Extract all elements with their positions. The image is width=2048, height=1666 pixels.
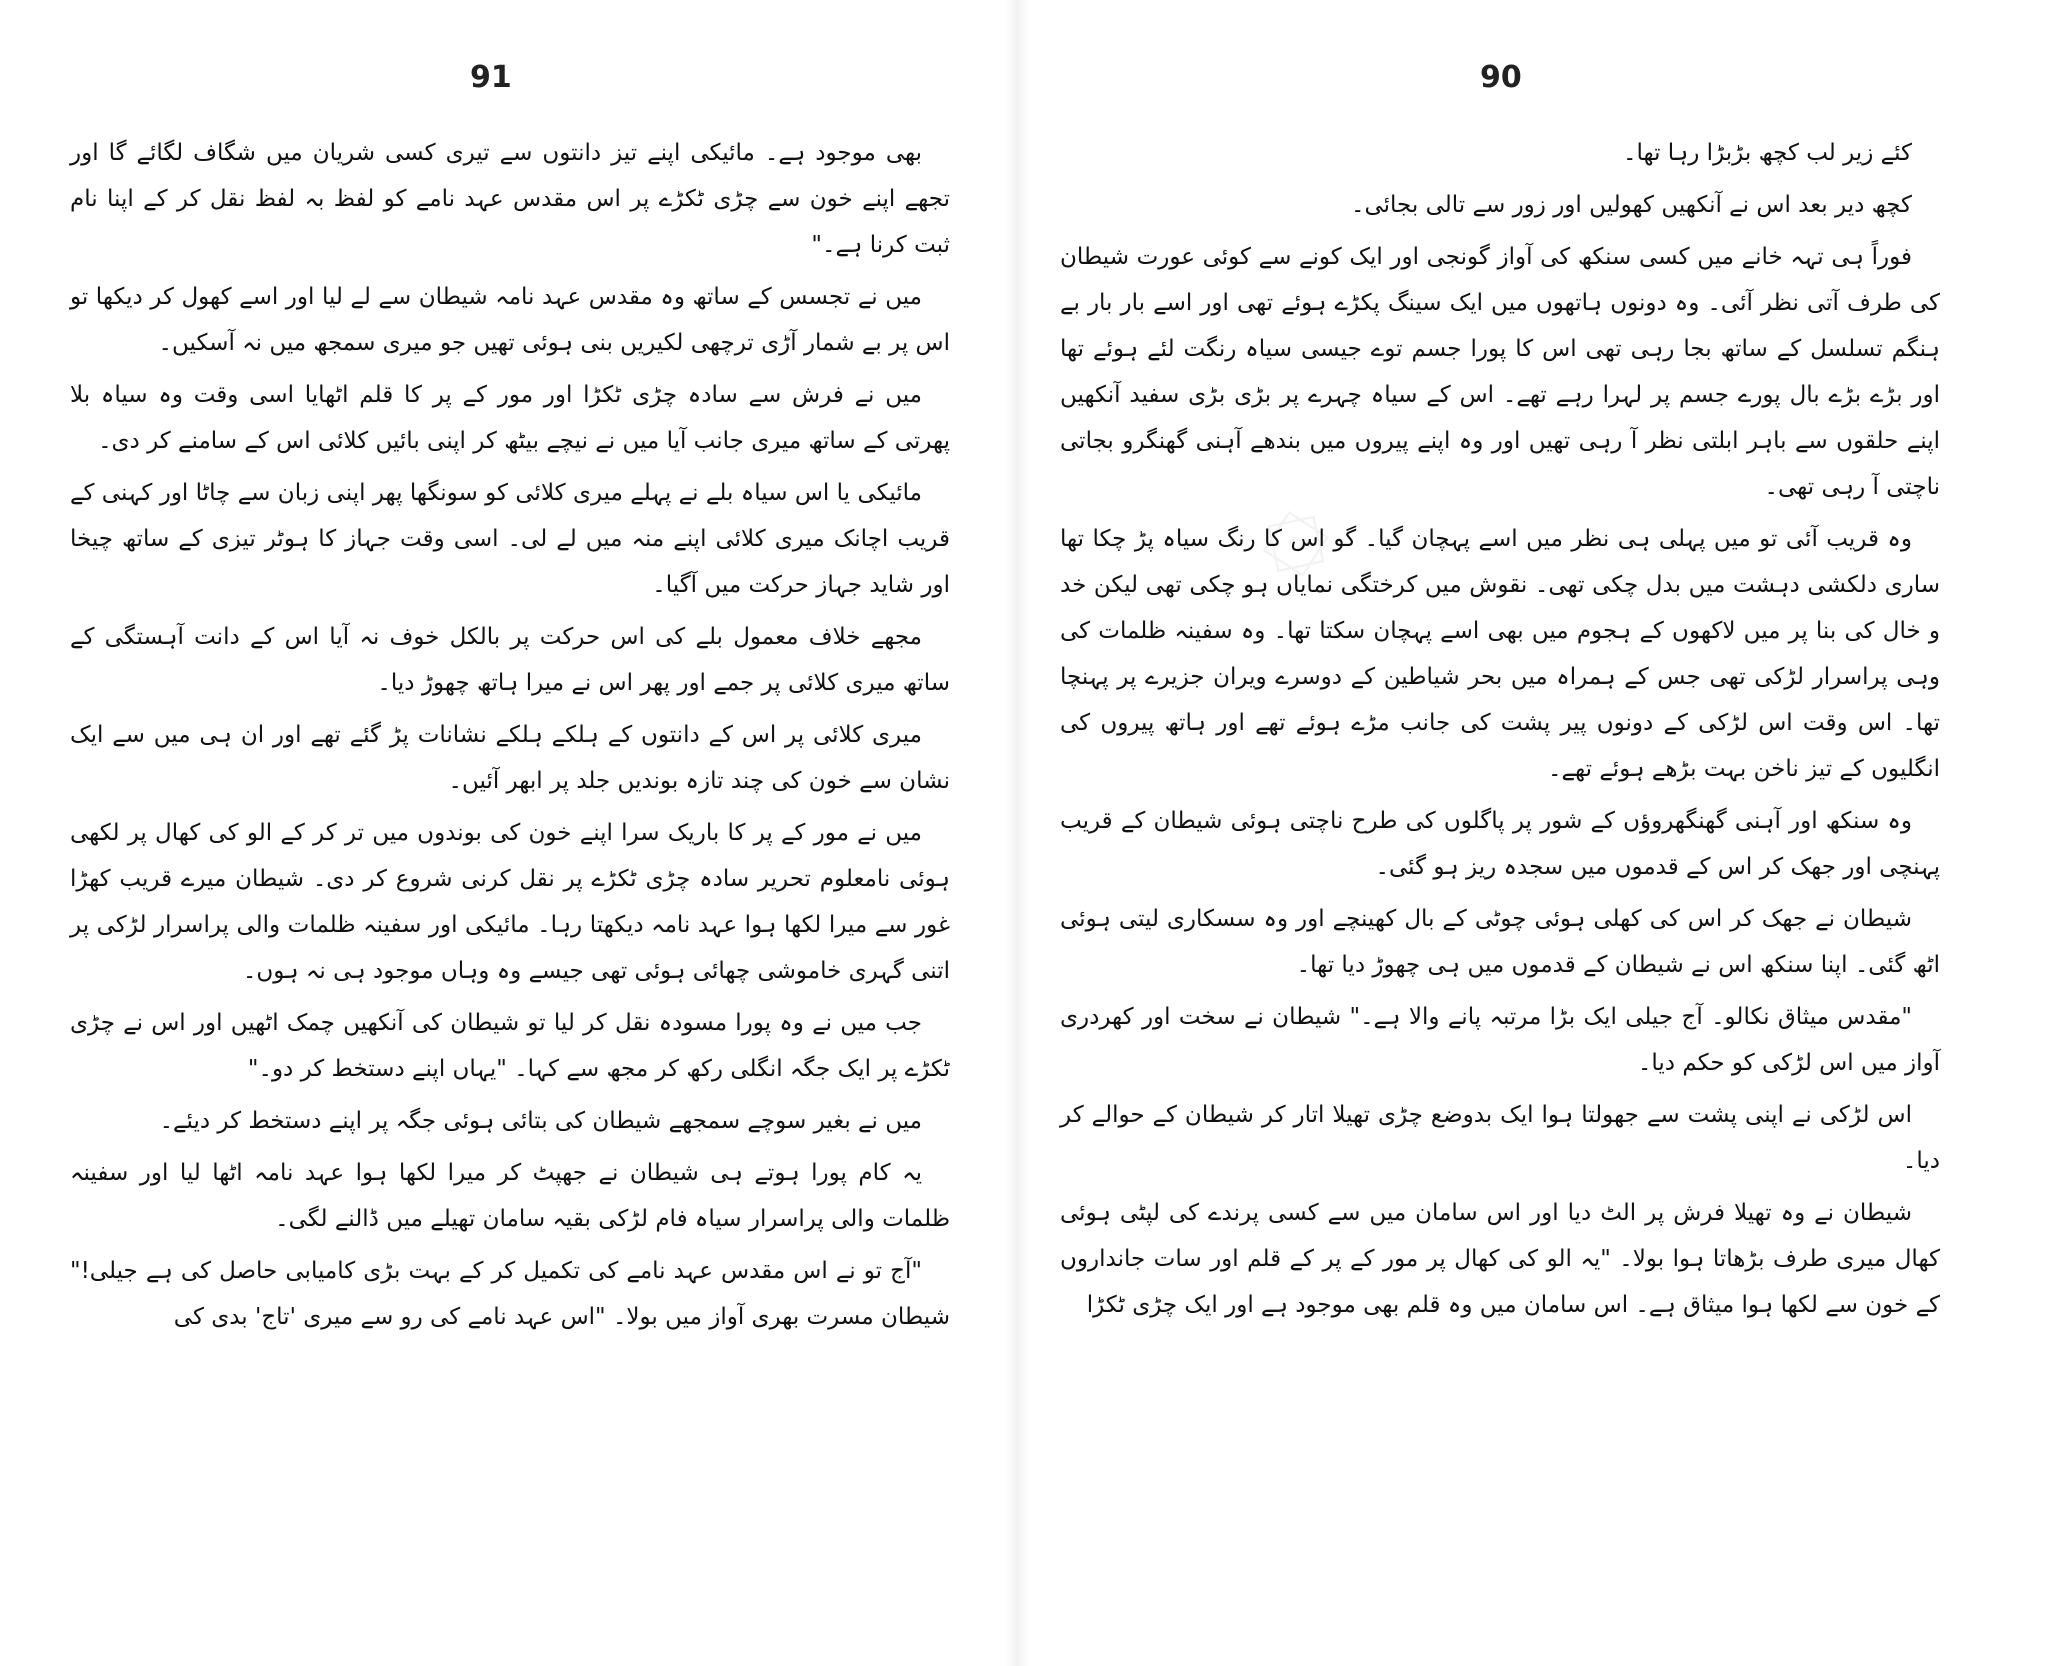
paragraph: وہ سنکھ اور آہنی گھنگھروؤں کے شور پر پاگلوں کی طرح ناچتی ہوئی شیطان کے قریب پہنچی اور جھک کر اس کے قدموں میں سجدہ ریز ہو گئی۔ — [1060, 808, 1940, 880]
paragraph: وہ قریب آئی تو میں پہلی ہی نظر میں اسے پہچان گیا۔ گو اس کا رنگ سیاہ پڑ چکا تھا ساری دلکشی دہشت میں بدل چکی تھی۔ نقوش میں کرختگی نمایاں ہو چکی تھی لیکن خد و خال کی بنا پر میں لاکھوں کے ہجوم میں بھی اسے پہچان سکتا تھا۔ وہ سفینہ ظلمات کی وہی پراسرار لڑکی تھی جس کے ہمراہ میں بحر شیاطین کے دوسرے ویران جزیرے پر پہنچا تھا۔ اس وقت اس لڑکی کے دونوں پیر پشت کی جانب مڑے ہوئے تھے اور ہاتھ پیروں کی انگلیوں کے تیز ناخن بہت بڑھے ہوئے تھے۔ — [1060, 526, 1940, 782]
paragraph: اس لڑکی نے اپنی پشت سے جھولتا ہوا ایک بدوضع چڑی تھیلا اتار کر شیطان کے حوالے کر دیا۔ — [1060, 1102, 1940, 1174]
page-number: 91 — [470, 60, 512, 95]
page-number: 90 — [1480, 60, 1522, 95]
paragraph: شیطان نے جھک کر اس کی کھلی ہوئی چوٹی کے بال کھینچے اور وہ سسکاری لیتی ہوئی اٹھ گئی۔ اپنا سنکھ اس نے شیطان کے قدموں میں ہی چھوڑ دیا تھا۔ — [1060, 906, 1940, 978]
watermark-graphic: ۞ — [1242, 448, 1341, 599]
paragraph: "آج تو نے اس مقدس عہد نامے کی تکمیل کر کے بہت بڑی کامیابی حاصل کی ہے جیلی!" شیطان مسرت بھری آواز میں بولا۔ "اس عہد نامے کی رو سے میری 'تاج' بدی کی — [70, 1258, 950, 1330]
paragraph: فوراً ہی تہہ خانے میں کسی سنکھ کی آواز گونجی اور ایک کونے سے کوئی عورت شیطان کی طرف آتی نظر آئی۔ وہ دونوں ہاتھوں میں ایک سینگ پکڑے ہوئے تھی اور اسے بار بار بے ہنگم تسلسل کے ساتھ بجا رہی تھی اس کا پورا جسم توے جیسی سیاہ رنگت لئے ہوئے تھا اور بڑے بڑے بال پورے جسم پر لہرا رہے تھے۔ اس کے سیاہ چہرے پر بڑی بڑی سفید آنکھیں اپنے حلقوں سے باہر ابلتی نظر آ رہی تھیں اور وہ اپنے پیروں میں بندھے آہنی گھنگرو بجاتی ناچتی آ رہی تھی۔ — [1060, 244, 1940, 500]
paragraph: میں نے فرش سے سادہ چڑی ٹکڑا اور مور کے پر کا قلم اٹھایا اسی وقت وہ سیاہ بلا پھرتی کے ساتھ میری جانب آیا میں نے نیچے بیٹھ کر اپنی بائیں کلائی اس کے سامنے کر دی۔ — [70, 382, 950, 454]
paragraph: بھی موجود ہے۔ مائیکی اپنے تیز دانتوں سے تیری کسی شریان میں شگاف لگائے گا اور تجھے اپنے خون سے چڑی ٹکڑے پر اس مقدس عہد نامے کو لفظ بہ لفظ نقل کر کے اپنا نام ثبت کرنا ہے۔" — [70, 140, 950, 258]
paragraph: کئے زیر لب کچھ بڑبڑا رہا تھا۔ — [1622, 140, 1912, 166]
paragraph: یہ کام پورا ہوتے ہی شیطان نے جھپٹ کر میرا لکھا ہوا عہد نامہ اٹھا لیا اور سفینہ ظلمات والی پراسرار سیاہ فام لڑکی بقیہ سامان تھیلے میں ڈالنے لگی۔ — [70, 1160, 950, 1232]
book-gutter — [1005, 0, 1029, 1666]
paragraph: شیطان نے وہ تھیلا فرش پر الٹ دیا اور اس سامان میں سے کسی پرندے کی لپٹی ہوئی کھال میری طرف بڑھاتا ہوا بولا۔ "یہ الو کی کھال پر مور کے پر کے قلم اور سات جانداروں کے خون سے لکھا ہوا میثاق ہے۔ اس سامان میں وہ قلم بھی موجود ہے اور ایک چڑی ٹکڑا — [1060, 1200, 1940, 1318]
right-page — [1040, 0, 2000, 1666]
paragraph: میں نے بغیر سوچے سمجھے شیطان کی بتائی ہوئی جگہ پر اپنے دستخط کر دیئے۔ — [159, 1108, 922, 1134]
paragraph: کچھ دیر بعد اس نے آنکھیں کھولیں اور زور سے تالی بجائی۔ — [1351, 192, 1912, 218]
page-text — [70, 130, 950, 1346]
page-text — [1060, 130, 1940, 1334]
left-page — [40, 0, 1000, 1666]
paragraph: میں نے تجسس کے ساتھ وہ مقدس عہد نامہ شیطان سے لے لیا اور اسے کھول کر دیکھا تو اس پر بے شمار آڑی ترچھی لکیریں بنی ہوئی تھیں جو میری سمجھ میں نہ آسکیں۔ — [70, 284, 950, 356]
paragraph: میں نے مور کے پر کا باریک سرا اپنے خون کی بوندوں میں تر کر کے الو کی کھال پر لکھی ہوئی نامعلوم تحریر سادہ چڑی ٹکڑے پر نقل کرنی شروع کر دی۔ شیطان میرے قریب کھڑا غور سے میرا لکھا ہوا عہد نامہ دیکھتا رہا۔ مائیکی اور سفینہ ظلمات والی پراسرار لڑکی پر اتنی گہری خاموشی چھائی ہوئی تھی جیسے وہ وہاں موجود ہی نہ ہوں۔ — [70, 820, 950, 984]
paragraph: مجھے خلاف معمول بلے کی اس حرکت پر بالکل خوف نہ آیا اس کے دانت آہستگی کے ساتھ میری کلائی پر جمے اور پھر اس نے میرا ہاتھ چھوڑ دیا۔ — [70, 624, 950, 696]
paragraph: جب میں نے وہ پورا مسودہ نقل کر لیا تو شیطان کی آنکھیں چمک اٹھیں اور اس نے چڑی ٹکڑے پر ایک جگہ انگلی رکھ کر مجھ سے کہا۔ "یہاں اپنے دستخط کر دو۔" — [70, 1010, 950, 1082]
paragraph: "مقدس میثاق نکالو۔ آج جیلی ایک بڑا مرتبہ پانے والا ہے۔" شیطان نے سخت اور کھردری آواز میں اس لڑکی کو حکم دیا۔ — [1060, 1004, 1940, 1076]
paragraph: مائیکی یا اس سیاہ بلے نے پہلے میری کلائی کو سونگھا پھر اپنی زبان سے چاٹا اور کہنی کے قریب اچانک میری کلائی اپنے منہ میں لے لی۔ اسی وقت جہاز کا ہوٹر تیزی کے ساتھ چیخا اور شاید جہاز حرکت میں آگیا۔ — [70, 480, 950, 598]
paragraph: میری کلائی پر اس کے دانتوں کے ہلکے ہلکے نشانات پڑ گئے تھے اور ان ہی میں سے ایک نشان سے خون کی چند تازہ بوندیں جلد پر ابھر آئیں۔ — [70, 722, 950, 794]
